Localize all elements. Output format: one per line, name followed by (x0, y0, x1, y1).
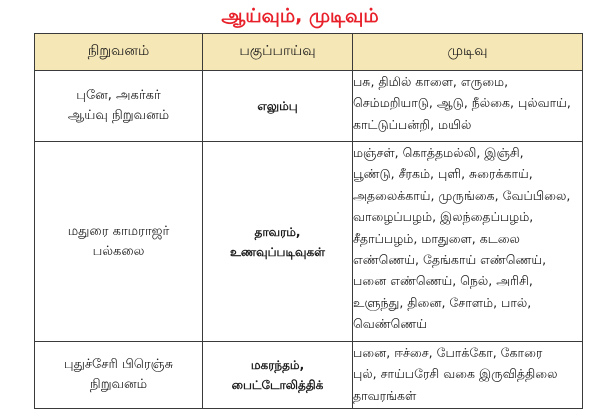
result-line: வெண்ணெய் (353, 316, 427, 332)
result-line: பனை, ஈச்சை, போக்கோ, கோரை (353, 345, 543, 360)
result-line: செம்மறியாடு, ஆடு, நீல்கை, புல்வாய், (353, 95, 571, 111)
analysis-line: எலும்பு (257, 99, 298, 113)
result-line: பூண்டு, சீரகம், புளி, சுரைக்காய், (353, 166, 533, 182)
result-cell (353, 142, 583, 342)
result-line: புல், சாய்பரேசி வகை இருவித்திலை (353, 366, 558, 382)
result-line: காட்டுப்பன்றி, மயில் (353, 116, 472, 132)
analysis-cell (203, 142, 353, 342)
institution-line: புதுச்சேரி பிரெஞ்சு (63, 357, 174, 372)
result-line: பனை எண்ணெய், நெல், அரிசி, (353, 273, 533, 289)
table-row (35, 71, 583, 142)
result-line: எண்ணெய், தேங்காய் எண்ணெய், (353, 252, 547, 268)
institution-cell (35, 142, 203, 342)
result-line: வாழைப்பழம், இலந்தைப்பழம், (353, 209, 534, 225)
table-row (35, 342, 583, 409)
institution-cell (35, 342, 203, 409)
institution-line: மதுரை காமராஜர் (67, 223, 170, 239)
institution-cell (35, 71, 203, 142)
result-line: அதலைக்காய், முருங்கை, வேப்பிலை, (353, 187, 571, 203)
header-result: முடிவு (353, 34, 583, 71)
institution-line: நிறுவனம் (89, 377, 148, 392)
result-cell (353, 342, 583, 409)
analysis-line: பைட்டோலித்திக் (231, 378, 324, 392)
table-header-row (35, 34, 583, 71)
results-table (34, 33, 583, 409)
header-institution: நிறுவனம் (35, 34, 203, 71)
analysis-line: உணவுப்படிவுகள் (229, 244, 326, 259)
analysis-cell (203, 71, 353, 142)
result-line: உளுந்து, தினை, சோளம், பால், (353, 294, 532, 310)
analysis-line: மகரந்தம், (250, 358, 305, 372)
page-title: ஆய்வும், முடிவும் (221, 5, 379, 27)
header-analysis: பகுப்பாய்வு (203, 34, 353, 71)
analysis-line: தாவரம், (254, 224, 301, 239)
institution-line: ஆய்வு நிறுவனம் (67, 108, 170, 123)
table-row (35, 142, 583, 342)
result-line: மஞ்சள், கொத்தமல்லி, இஞ்சி, (353, 145, 524, 160)
result-cell (353, 71, 583, 142)
institution-line: பல்கலை (92, 243, 145, 259)
result-line: சீதாப்பழம், மாதுளை, கடலை (353, 230, 520, 246)
institution-line: புனே, அகர்கர் (76, 88, 161, 103)
result-line: பசு, திமில் காளை, எருமை, (353, 74, 509, 89)
analysis-cell (203, 342, 353, 409)
result-line: தாவரங்கள் (353, 387, 417, 403)
